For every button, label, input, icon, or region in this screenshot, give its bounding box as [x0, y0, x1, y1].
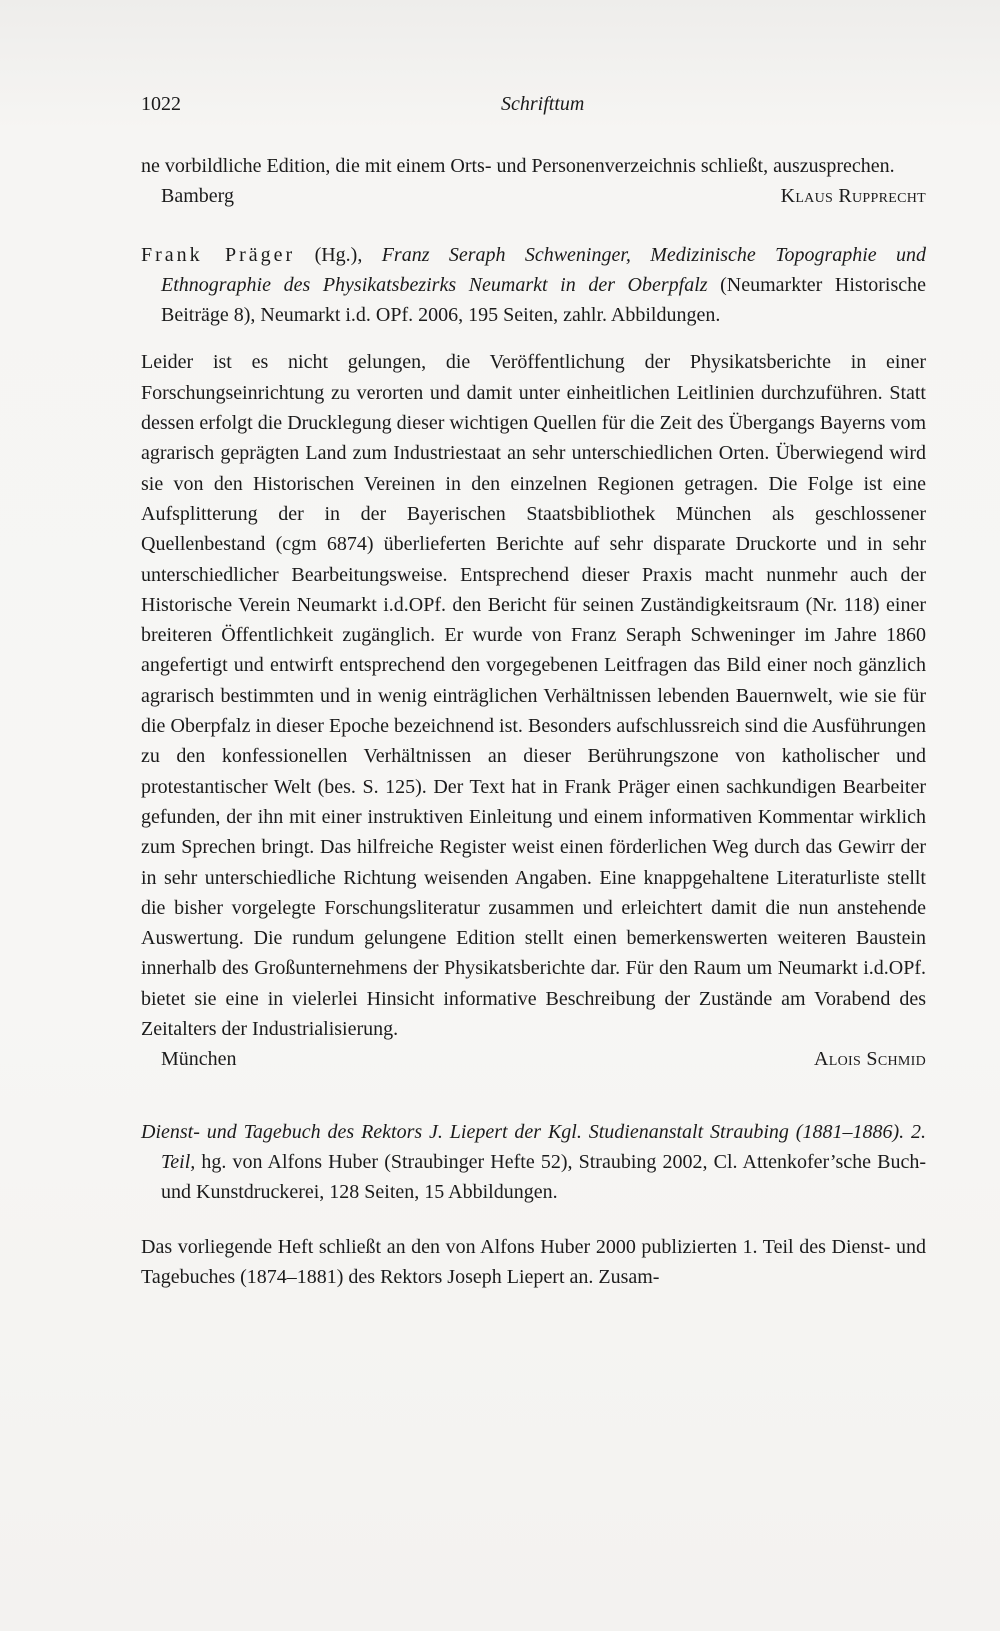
- review-1-closing-text: ne vorbildliche Edition, die mit einem Orts- und Personenverzeichnis schließt, auszusprechen.: [141, 155, 895, 177]
- review-3-book-title: Dienst- und Tagebuch des Rektors J. Liepert der Kgl. Studienanstalt Straubing (1881–1886). 2. Teil,: [141, 1120, 926, 1173]
- page-header: [141, 93, 926, 119]
- review-2-body: [141, 347, 926, 1044]
- review-2-bibliographic-heading: [141, 240, 926, 331]
- running-title: Schrifttum: [501, 93, 585, 115]
- review-1-signature-line: [141, 181, 926, 211]
- review-3-body: [141, 1232, 926, 1293]
- review-2-book-title: Franz Seraph Schweninger, Medizinische Topographie und Ethnographie des Physikatsbezirks Neumarkt in der Oberpfalz: [161, 243, 927, 296]
- review-3-publication-details: hg. von Alfons Huber (Straubinger Hefte 52), Straubing 2002, Cl. Attenkofer’sche Buch- und Kunstdruckerei, 128 Seiten, 15 Abbildungen.: [161, 1150, 926, 1204]
- review-2-author: Frank Präger: [141, 243, 296, 266]
- review-2-signature-line: [141, 1044, 926, 1074]
- review-3-bibliographic-heading: [141, 1117, 926, 1208]
- review-3: [141, 1117, 926, 1292]
- review-3-body-text: Das vorliegende Heft schließt an den von Alfons Huber 2000 publizierten 1. Teil des Dienst- und Tagebuches (1874–1881) des Rektors Joseph Liepert an. Zusam-: [141, 1235, 926, 1288]
- page-number: 1022: [141, 93, 181, 115]
- review-1-place: Bamberg: [161, 185, 234, 208]
- review-2-publication-details: (Neumarkter Historische Beiträge 8), Neumarkt i.d. OPf. 2006, 195 Seiten, zahlr. Abbildungen.: [161, 273, 926, 327]
- review-2-place: München: [161, 1048, 237, 1071]
- review-1-end: [141, 151, 926, 212]
- review-1-reviewer: Klaus Rupprecht: [780, 185, 926, 208]
- review-2-body-text: Leider ist es nicht gelungen, die Veröffentlichung der Physikatsberichte in einer Forschungseinrichtung zu verorten und damit unter einheitlichen Leitlinien durchzuführen. Statt dessen erfolgt die Drucklegung dieser wichtigen Quellen für die Zeit des Übergangs Bayerns vom agrarisch geprägten Land zum Industriestaat an sehr unterschiedlichen Orten. Überwiegend wird sie von den Historischen Vereinen in den einzelnen Regionen getragen. Die Folge ist eine Aufsplitterung der in der Bayerischen Staatsbibliothek München als geschlossener Quellenbestand (cgm 6874) überlieferten Berichte auf sehr disparate Druckorte und in sehr unterschiedlicher Bearbeitungsweise. Entsprechend dieser Praxis macht nunmehr auch der Historische Verein Neumarkt i.d.OPf. den Bericht für seinen Zuständigkeitsraum (Nr. 118) einer breiteren Öffentlichkeit zugänglich. Er wurde von Franz Seraph Schweninger im Jahre 1860 angefertigt und entwirft entsprechend den vorgegebenen Leitfragen das Bild einer noch gänzlich agrarisch bestimmten und in wenig einträglichen Verhältnissen lebenden Bauernwelt, wie sie für die Oberpfalz in dieser Epoche bezeichnend ist. Besonders aufschlussreich sind die Ausführungen zu den konfessionellen Verhältnissen an dieser Berührungszone von katholischer und protestantischer Welt (bes. S. 125). Der Text hat in Frank Präger einen sachkundigen Bearbeiter gefunden, der ihn mit einer instruktiven Einleitung und einem informativen Kommentar wirklich zum Sprechen bringt. Das hilfreiche Register weist einen förderlichen Weg durch das Gewirr der in sehr unterschiedliche Richtung weisenden Angaben. Eine knappgehaltene Literaturliste stellt die bisher vorgelegte Forschungsliteratur zusammen und erleichtert damit die nun anstehende Auswertung. Die rundum gelungene Edition stellt einen bemerkenswerten weiteren Baustein innerhalb des Großunternehmens der Physikatsberichte dar. Für den Raum um Neumarkt i.d.OPf. bietet sie eine in vielerlei Hinsicht informative Beschreibung der Zustände am Vorabend des Zeitalters der Industrialisierung.: [141, 351, 926, 1041]
- review-2-reviewer: Alois Schmid: [814, 1048, 926, 1071]
- page-content: [141, 151, 926, 1292]
- review-2: [141, 240, 926, 1075]
- review-2-editor-suffix: (Hg.),: [295, 243, 382, 266]
